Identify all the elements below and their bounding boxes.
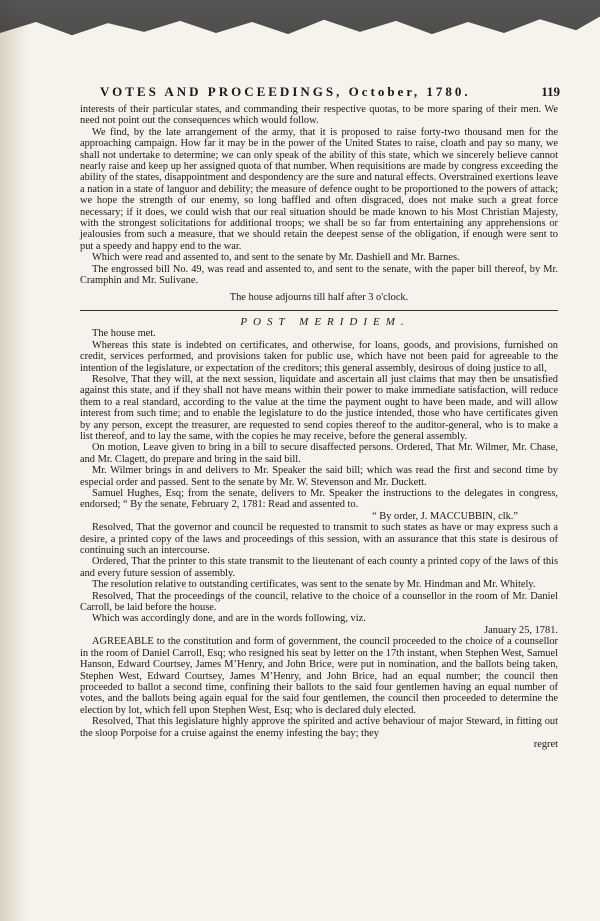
signature-line: “ By order, J. MACCUBBIN, clk.” xyxy=(372,510,518,522)
paragraph: Which was accordingly done, and are in the words following, viz. xyxy=(92,613,366,625)
paragraph: Mr. Wilmer brings in and delivers to Mr. Speaker the said bill; which was read the first and second time by especial order and passed. Sent to the senate by Mr. W. Stevenson and Mr. Duckett. xyxy=(80,465,558,488)
paragraph: We find, by the late arrangement of the army, that it is proposed to raise forty-two thousand men for the approaching campaign. How far it may be in the power of the United States to raise, cloath and pay so many, we shall not undertake to determine; we can only speak of the ability of this state, which we sincerely believe cannot nearly raise and keep up her assigned quota of that number. When requisitions are made by congress exceeding the ability of the states, disappointment and despondency are the sure and natural effects. Overstrained exertions leave a nation in a state of languor and debility; the measure of defence ought to be proportioned to the powers of attack; we hope the strength of our enemy, so long baffled and often disgraced, does not make such a great force necessary; if it does, we could wish that our real situation should be made known to his Most Christian Majesty, with the strongest solicitations for additional troops; we shall be so far from entertaining any apprehensions or jealousies from such a measure, that we should retain the deepest sense of the obligation, if enough were sent to put a speedy and happy end to the war. xyxy=(80,126,558,252)
page-spine-shadow xyxy=(0,0,30,921)
torn-page-edge xyxy=(0,0,600,55)
section-title: POST MERIDIEM. xyxy=(240,315,410,328)
adjournment-note: The house adjourns till half after 3 o'clock. xyxy=(229,291,409,303)
document-body xyxy=(80,104,558,750)
paragraph: Samuel Hughes, Esq; from the senate, delivers to Mr. Speaker the instructions to the delegates in congress, endorsed; “ By the senate, February 2, 1781: Read and assented to. xyxy=(80,488,558,511)
running-header xyxy=(100,84,560,100)
paragraph: Which were read and assented to, and sent to the senate by Mr. Dashiell and Mr. Barnes. xyxy=(92,252,460,264)
paragraph: Ordered, That the printer to this state transmit to the lieutenant of each county a printed copy of the laws of this and every future session of assembly. xyxy=(80,556,558,579)
paragraph: Whereas this state is indebted on certificates, and otherwise, for loans, goods, and provisions, furnished on credit, services performed, and provisions taken for public use, which have not been paid for agreeable to the intention of the legislature, or expectation of the creditors; this general assembly, desirous of doing justice to all, xyxy=(80,339,558,374)
paragraph: Resolved, That this legislature highly approve the spirited and active behaviour of major Steward, in fitting out the sloop Porpoise for a cruise against the enemy infesting the bay; they xyxy=(80,716,558,739)
paragraph: Resolved, That the governor and council be requested to transmit to such states as have or may express such a desire, a printed copy of the laws and proceedings of this session, with an assurance that this state is desirous of continuing such an intercourse. xyxy=(80,522,558,557)
catchword: regret xyxy=(533,738,558,750)
section-divider xyxy=(80,310,558,311)
paragraph: Resolved, That the proceedings of the council, relative to the choice of a counsellor in the room of Mr. Daniel Carroll, be laid before the house. xyxy=(80,590,558,614)
paragraph: AGREEABLE to the constitution and form of government, the council proceeded to the choice of a counsellor in the room of Daniel Carroll, Esq; who resigned his seat by letter on the 17th instant, when Stephen West, Samuel Hanson, Edward Courtsey, James M’Henry, and John Brice, were put in nomination, and the ballots being taken, Stephen West, Edward Courtsey, James M’Henry, and John Brice, had an equal number; the council then proceeded to ballot a second time, confining their ballots to the said four gentlemen having an equal number of votes, and the ballots being again equal for the said four gentlemen, the council then proceeded to determine the election by lot, which fell upon Stephen West, Esq; who is declared duly elected. xyxy=(80,636,558,716)
page-number: 119 xyxy=(541,84,560,99)
paragraph: On motion, Leave given to bring in a bill to secure disaffected persons. Ordered, That Mr. Wilmer, Mr. Chase, and Mr. Clagett, do prepare and bring in the said bill. xyxy=(80,442,558,465)
paragraph: Resolve, That they will, at the next session, liquidate and ascertain all just claims that may then be unsatisfied against this state, and if they shall not have means within their power to make immediate satisfaction, will reduce them to a real standard, according to the value at the time the payment ought to have been made, and will allow interest from such time; and to enable the legislature to do the justice intended, those who have certificates given by any person, except the treasurer, are requested to send copies thereof to the auditor-general, who is to make a list thereof, and to lay the same, with the copies he may receive, before the general assembly. xyxy=(80,373,558,442)
header-title: VOTES AND PROCEEDINGS, October, 1780. xyxy=(100,84,471,99)
date-line: January 25, 1781. xyxy=(484,624,558,636)
paragraph: interests of their particular states, and commanding their respective quotas, to be more sparing of their men. We need not point out the consequences which would follow. xyxy=(80,104,558,127)
paragraph: The engrossed bill No. 49, was read and assented to, and sent to the senate, with the paper bill thereof, by Mr. Cramphin and Mr. Sulivane. xyxy=(80,263,558,287)
paragraph: The house met. xyxy=(92,328,156,340)
paragraph: The resolution relative to outstanding certificates, was sent to the senate by Mr. Hindman and Mr. Whitely. xyxy=(92,579,536,591)
